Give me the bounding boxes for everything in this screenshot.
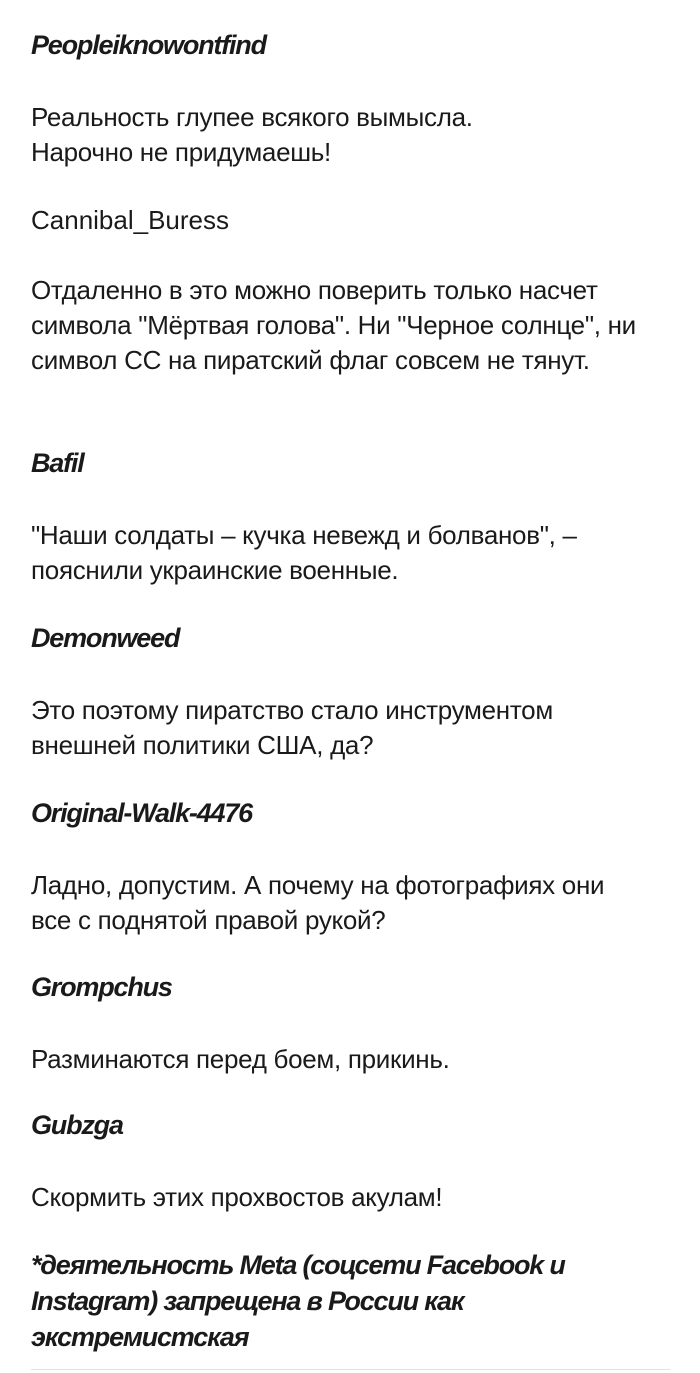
comment-4-body: [31, 693, 681, 763]
comment-author: Peopleiknowontfind: [31, 30, 266, 60]
comment-author: Original-Walk-4476: [31, 798, 252, 828]
comment-7: [31, 1110, 681, 1141]
comment-text: Разминаются перед боем, прикинь.: [31, 1044, 450, 1074]
comment-6: [31, 972, 681, 1003]
comment-7-body: [31, 1180, 681, 1215]
comment-5: [31, 798, 681, 829]
comment-author: Bafil: [31, 448, 84, 478]
comment-5-body: [31, 868, 681, 938]
footnote: *деятельность Meta (соцсети Facebook и Instagram) запрещена в России как экстремистская: [31, 1250, 565, 1352]
footnote-block: [31, 1247, 681, 1355]
comment-text: Скормить этих прохвостов акулам!: [31, 1182, 443, 1212]
comment-1-body: [31, 100, 681, 170]
comment-3: [31, 448, 681, 479]
comment-2: [31, 203, 681, 238]
comment-3-body: [31, 518, 681, 588]
comment-2-body: [31, 273, 681, 378]
comment-4: [31, 623, 681, 654]
comment-6-body: [31, 1042, 681, 1077]
comment-text: Отдаленно в это можно поверить только насчет символа "Мёртвая голова". Ни "Черное солнце", ни символ СС на пиратский флаг совсем не тянут.: [31, 275, 636, 375]
comment-text: "Наши солдаты – кучка невежд и болванов", – пояснили украинские военные.: [31, 520, 577, 585]
comment-author: Gubzga: [31, 1110, 123, 1140]
comment-author: Demonweed: [31, 623, 180, 653]
comment-author: Cannibal_Buress: [31, 205, 230, 235]
divider: [31, 1369, 670, 1370]
comment-1: [31, 30, 681, 61]
comment-text: Ладно, допустим. А почему на фотографиях они все с поднятой правой рукой?: [31, 870, 605, 935]
comment-text: Это поэтому пиратство стало инструментом внешней политики США, да?: [31, 695, 553, 760]
comment-author: Grompchus: [31, 972, 172, 1002]
comment-text: Реальность глупее всякого вымысла. Нарочно не придумаешь!: [31, 102, 473, 167]
